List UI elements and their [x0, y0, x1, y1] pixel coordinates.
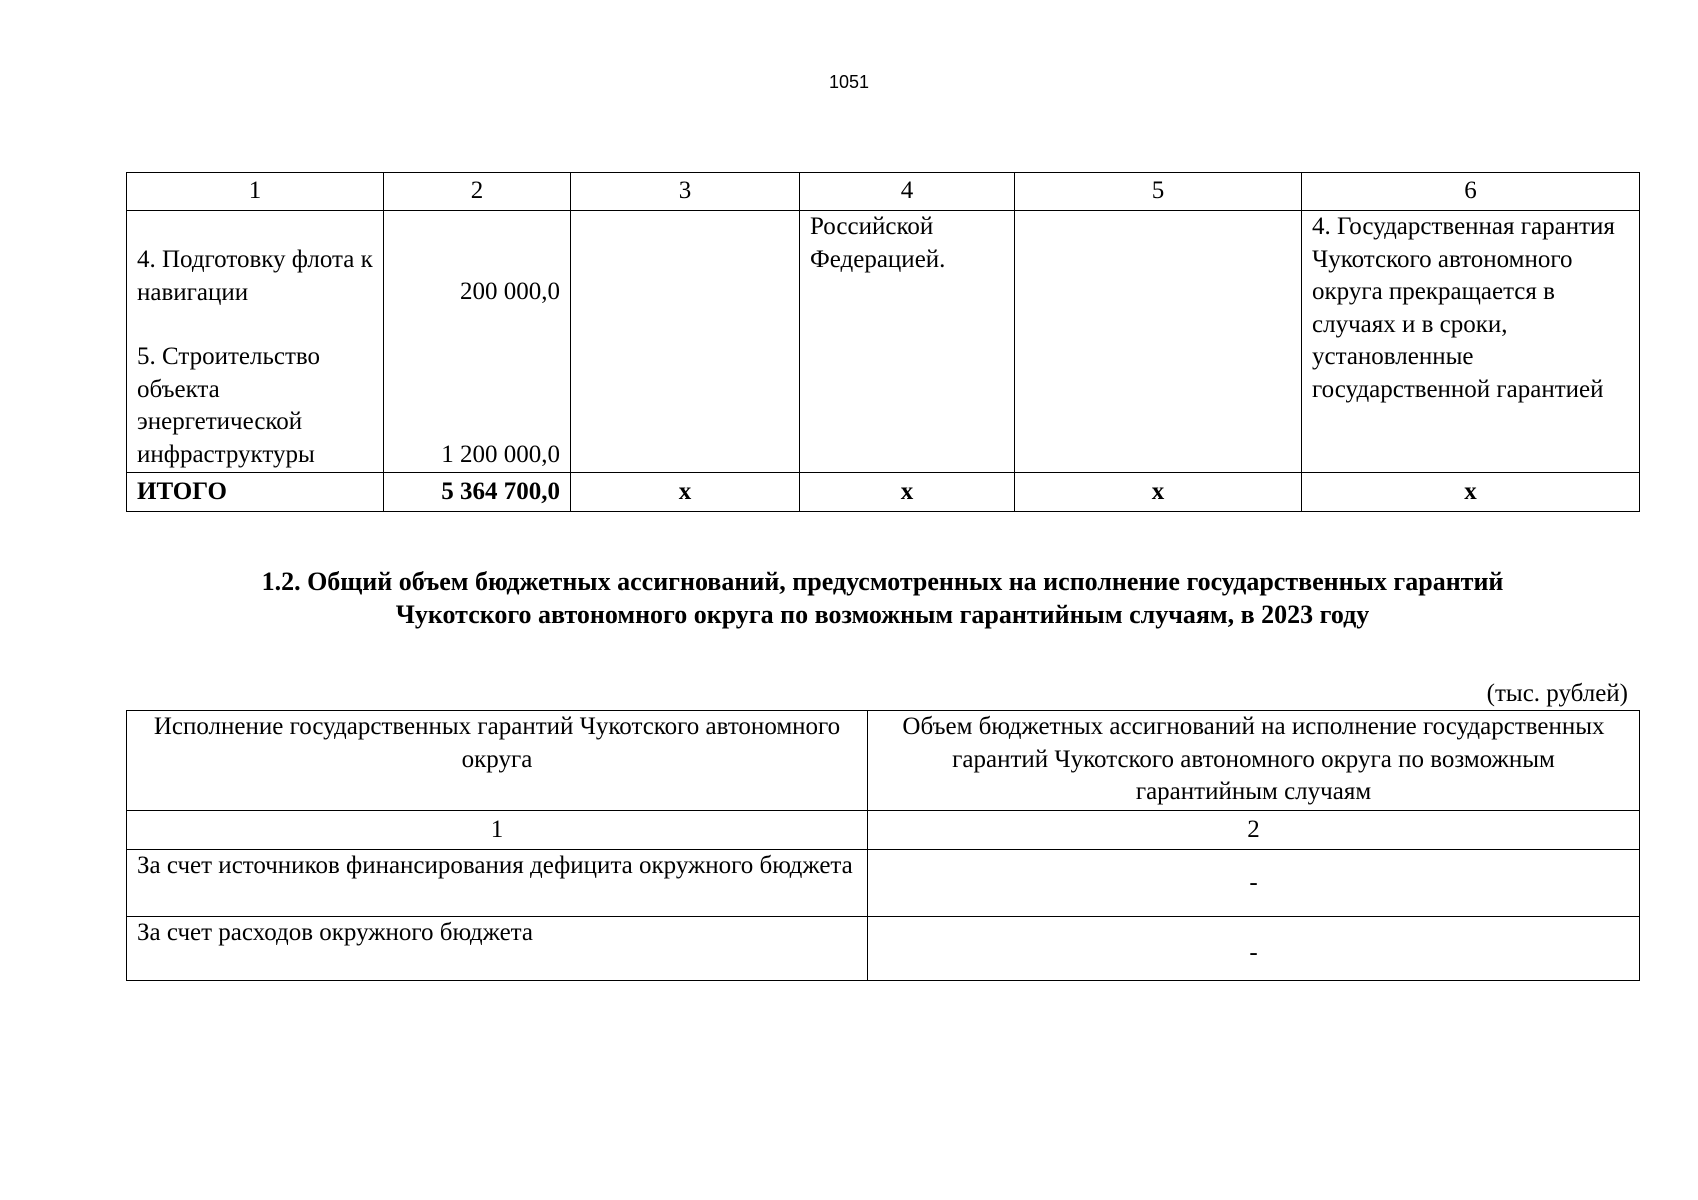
- table-row: [127, 211, 1640, 473]
- purpose-cell: [127, 211, 384, 473]
- table-header-row: [127, 711, 1640, 811]
- item-5-amount: 1 200 000,0: [441, 441, 560, 468]
- item-4-text: 4. Подготовку флота к навигации: [137, 246, 373, 306]
- total-x: х: [1302, 473, 1640, 512]
- units-label: (тыс. рублей): [1486, 680, 1628, 707]
- empty-cell: [571, 211, 800, 473]
- total-x: х: [1015, 473, 1302, 512]
- column-number: 1: [127, 173, 384, 211]
- item-4-amount: 200 000,0: [460, 278, 560, 305]
- table-header-row: [127, 173, 1640, 211]
- row-value: -: [868, 917, 1640, 981]
- section-title: [126, 565, 1639, 631]
- termination-cell: 4. Государственная гарантия Чукотского автономного округа прекращается в случаях и в сроки, установленные государственной гарантией: [1302, 211, 1640, 473]
- section-title-line: Чукотского автономного округа по возможным гарантийным случаям, в 2023 году: [395, 600, 1370, 629]
- amount-cell: [384, 211, 571, 473]
- empty-cell: [1015, 211, 1302, 473]
- column-number: 4: [800, 173, 1015, 211]
- column-number: 2: [384, 173, 571, 211]
- total-row: [127, 473, 1640, 512]
- allocations-table: [126, 710, 1640, 981]
- total-amount: 5 364 700,0: [384, 473, 571, 512]
- column-number-row: [127, 811, 1640, 850]
- item-5-text: 5. Строительство объекта энергетической инфраструктуры: [137, 343, 321, 468]
- row-label: За счет источников финансирования дефицита окружного бюджета: [127, 850, 868, 917]
- row-value: -: [868, 850, 1640, 917]
- col4-cell: Российской Федерацией.: [800, 211, 1015, 473]
- row-label: За счет расходов окружного бюджета: [127, 917, 868, 981]
- column-number: 2: [868, 811, 1640, 850]
- page-number: 1051: [828, 72, 870, 92]
- column-number: 3: [571, 173, 800, 211]
- table-row: [127, 917, 1640, 981]
- total-x: х: [800, 473, 1015, 512]
- section-title-line: 1.2. Общий объем бюджетных ассигнований, предусмотренных на исполнение государственных гарантий: [261, 567, 1504, 596]
- table-row: [127, 850, 1640, 917]
- column-number: 1: [127, 811, 868, 850]
- total-x: х: [571, 473, 800, 512]
- column-number: 5: [1015, 173, 1302, 211]
- total-label: ИТОГО: [127, 473, 384, 512]
- column-number: 6: [1302, 173, 1640, 211]
- guarantees-table: [126, 172, 1640, 512]
- header-cell: Объем бюджетных ассигнований на исполнение государственных гарантий Чукотского автономного округа по возможным гарантийным случаям: [868, 711, 1640, 811]
- header-cell: Исполнение государственных гарантий Чукотского автономного округа: [127, 711, 868, 811]
